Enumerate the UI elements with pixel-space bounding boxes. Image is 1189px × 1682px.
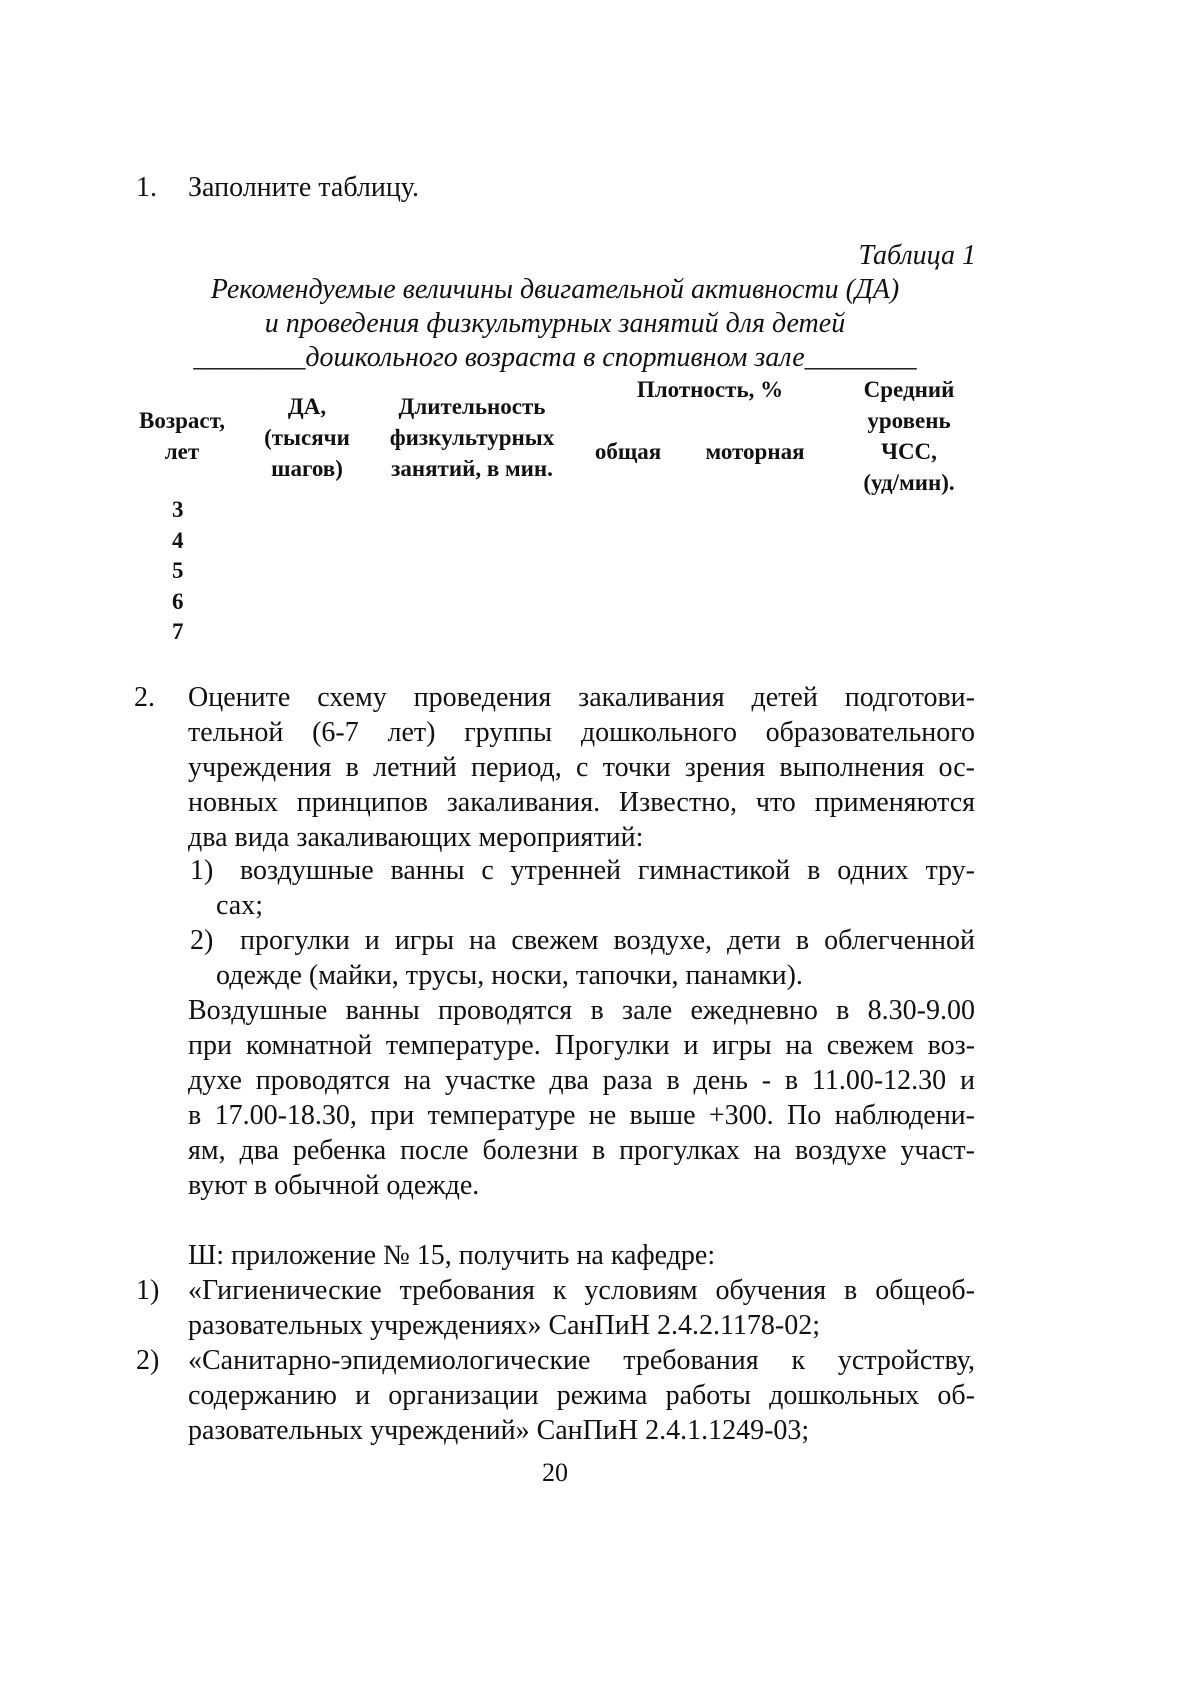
table-row-age: 5 <box>172 558 184 583</box>
task2-number: 2. <box>134 682 155 713</box>
table-row-age: 7 <box>172 619 184 644</box>
table-row-age: 3 <box>172 497 184 522</box>
header-duration-line: Длительность <box>398 394 546 419</box>
header-age <box>120 405 244 467</box>
table-row-age: 4 <box>172 527 184 553</box>
task2-item-number: 1) <box>190 855 214 886</box>
header-hr-line: уровень <box>867 408 951 433</box>
task2-item-line: одежде (майки, трусы, носки, тапочки, панамки). <box>216 960 803 991</box>
task2-line: тельной (6-7 лет) группы дошкольного образовательного <box>188 717 975 748</box>
reference-line: разовательных учреждениях» СанПиН 2.4.2.1178-02; <box>188 1310 821 1341</box>
task2-body-line: Воздушные ванны проводятся в зале ежедневно в 8.30-9.00 <box>188 995 975 1026</box>
reference-line: «Санитарно-эпидемиологические требования к устройству, <box>188 1345 975 1376</box>
header-density: Плотность, % <box>636 377 784 402</box>
header-da-line: ДА, <box>287 394 327 419</box>
table-row-age: 6 <box>172 588 184 614</box>
task2-line: учреждения в летний период, с точки зрения выполнения ос- <box>188 752 975 783</box>
task2-item-line: прогулки и игры на свежем воздухе, дети в облегченной <box>240 925 975 956</box>
table-title-line3: ________дошкольного возраста в спортивном зале________ <box>193 342 917 373</box>
task2-item-line: сах; <box>216 890 263 921</box>
task2-line: Оцените схему проведения закаливания детей подготови- <box>188 682 975 713</box>
header-da <box>248 391 366 484</box>
task2-body-line: вуют в обычной одежде. <box>188 1170 480 1201</box>
table-title-line1: Рекомендуемые величины двигательной активности (ДА) <box>210 274 900 305</box>
reference-number: 1) <box>136 1275 160 1306</box>
task2-body-line: ям, два ребенка после болезни в прогулках на воздухе участ- <box>188 1135 975 1166</box>
header-hr-line: ЧСС, <box>881 439 937 464</box>
header-age-line: лет <box>164 439 200 464</box>
table-title-line2: и проведения физкультурных занятий для детей <box>264 308 846 339</box>
header-da-line: (тысячи <box>264 425 350 450</box>
task1-number: 1. <box>136 172 157 203</box>
reference-number: 2) <box>136 1345 160 1376</box>
table-label: Таблица 1 <box>858 240 976 271</box>
header-age-line: Возраст, <box>139 408 225 433</box>
task2-body-line: при комнатной температуре. Прогулки и игры на свежем воз- <box>188 1030 975 1061</box>
task2-item-line: воздушные ванны с утренней гимнастикой в одних тру- <box>240 855 975 886</box>
header-duration <box>372 391 572 484</box>
header-hr-line: (уд/мин). <box>863 470 955 495</box>
reference-line: разовательных учреждений» СанПиН 2.4.1.1249-03; <box>188 1415 810 1446</box>
task2-body-line: духе проводятся на участке два раза в день - в 11.00-12.30 и <box>188 1065 975 1096</box>
task1-text: Заполните таблицу. <box>188 172 419 203</box>
task2-line: два вида закаливающих мероприятий: <box>188 822 644 853</box>
task2-line: новных принципов закаливания. Известно, что применяются <box>188 787 975 818</box>
reference-line: содержанию и организации режима работы дошкольных об- <box>188 1380 975 1411</box>
header-duration-line: занятий, в мин. <box>391 456 553 481</box>
header-hr-line: Средний <box>863 377 955 402</box>
task2-body-line: в 17.00-18.30, при температуре не выше +300. По наблюдени- <box>188 1100 975 1131</box>
header-duration-line: физкультурных <box>389 425 555 450</box>
reference-line: «Гигиенические требования к условиям обучения в общеоб- <box>188 1275 975 1306</box>
page-number: 20 <box>542 1458 568 1487</box>
references-intro: Ш: приложение № 15, получить на кафедре: <box>188 1240 716 1271</box>
task2-item-number: 2) <box>190 925 214 956</box>
header-density-general: общая <box>594 439 662 464</box>
header-hr <box>834 374 984 498</box>
age-rows <box>172 495 184 648</box>
header-da-line: шагов) <box>271 456 343 481</box>
header-density-motor: моторная <box>705 439 805 464</box>
